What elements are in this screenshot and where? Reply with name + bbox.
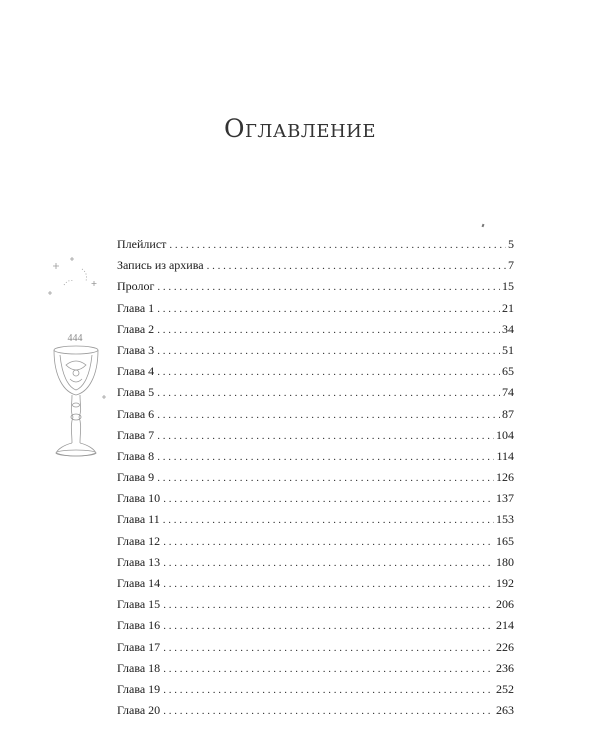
toc-entry-label: Глава 6: [117, 406, 155, 421]
toc-dot-leader: [157, 405, 500, 426]
toc-entry[interactable]: [117, 340, 514, 361]
toc-entry-label: Глава 16: [117, 618, 161, 633]
toc-dot-leader: [157, 426, 494, 447]
toc-entry[interactable]: [117, 234, 514, 255]
toc-page-number: 21: [502, 300, 514, 315]
toc-page-number: 87: [502, 406, 514, 421]
toc-dot-leader: [163, 489, 494, 510]
toc-entry[interactable]: [117, 361, 514, 382]
toc-entry-label: Глава 14: [117, 576, 161, 590]
toc-entry[interactable]: [117, 615, 514, 636]
toc-entry-label: Глава 12: [117, 533, 161, 548]
goblet-engraving: 444: [67, 333, 83, 344]
toc-page-number: 165: [496, 533, 514, 548]
toc-page-number: 137: [496, 491, 514, 506]
toc-dot-leader: [163, 659, 494, 680]
toc-entry-label: Глава 8: [117, 448, 155, 463]
toc-dot-leader: [157, 468, 494, 489]
toc-dot-leader: [163, 574, 494, 595]
toc-entry-label: Глава 20: [117, 703, 161, 718]
toc-entry-label: Глава 5: [117, 385, 155, 400]
toc-page-number: 34: [502, 321, 514, 336]
toc-entry[interactable]: [117, 319, 514, 340]
toc-page-number: 226: [496, 639, 514, 654]
toc-page-number: 65: [502, 364, 514, 379]
toc-dot-leader: [163, 638, 494, 659]
toc-entry[interactable]: [117, 446, 514, 467]
toc-dot-leader: [163, 680, 494, 701]
toc-entry-label: Глава 19: [117, 681, 161, 696]
toc-entry[interactable]: [117, 700, 514, 721]
toc-page-number: 51: [502, 342, 514, 357]
toc-page-number: 153: [496, 512, 514, 527]
toc-entry[interactable]: [117, 594, 514, 615]
toc-entry[interactable]: [117, 488, 514, 509]
toc-entry[interactable]: [117, 552, 514, 573]
toc-page-number: 5: [508, 237, 514, 251]
toc-entry-label: Глава 13: [117, 554, 161, 569]
toc-page-number: 214: [496, 618, 514, 633]
toc-dot-leader: [157, 447, 494, 468]
toc-dot-leader: [163, 595, 494, 616]
ink-speck: [482, 224, 485, 228]
toc-entry-label: Глава 7: [117, 427, 155, 442]
toc-page-number: 206: [496, 597, 514, 612]
toc-page-number: 114: [496, 448, 514, 463]
toc-entry[interactable]: [117, 658, 514, 679]
toc-page-number: 74: [502, 385, 514, 400]
toc-entry[interactable]: [117, 531, 514, 552]
toc-dot-leader: [163, 553, 494, 574]
toc-entry-label: Глава 17: [117, 639, 161, 654]
toc-dot-leader: [163, 510, 494, 531]
toc-entry[interactable]: [117, 382, 514, 403]
toc-entry[interactable]: [117, 509, 514, 530]
toc-dot-leader: [157, 299, 500, 320]
toc-page-number: 104: [496, 427, 514, 442]
toc-dot-leader: [157, 383, 500, 404]
toc-dot-leader: [207, 256, 506, 277]
toc-entry-label: Глава 15: [117, 597, 161, 612]
toc-dot-leader: [157, 362, 500, 383]
toc-entry[interactable]: [117, 276, 514, 297]
toc-entry-label: Запись из архива: [117, 258, 204, 273]
toc-entry-label: Глава 3: [117, 342, 155, 357]
toc-dot-leader: [163, 701, 494, 722]
toc-dot-leader: [169, 235, 506, 256]
toc-entry[interactable]: [117, 679, 514, 700]
toc-page-number: 180: [496, 554, 514, 569]
toc-page-number: 263: [496, 703, 514, 718]
toc-dot-leader: [157, 320, 500, 341]
toc-dot-leader: [157, 277, 500, 298]
toc-entry-label: Глава 1: [117, 300, 155, 315]
toc-entry[interactable]: [117, 467, 514, 488]
toc-page-number: 15: [502, 279, 514, 294]
page-title: Оглавление: [224, 113, 376, 143]
toc-entry[interactable]: [117, 637, 514, 658]
toc-entry-label: Пролог: [117, 279, 155, 294]
toc-entry-label: Глава 10: [117, 491, 161, 506]
toc-entry[interactable]: [117, 573, 514, 594]
toc-entry-label: Плейлист: [117, 237, 167, 251]
toc-entry-label: Глава 11: [117, 512, 160, 527]
toc-page-number: 126: [496, 470, 514, 485]
table-of-contents: [117, 234, 514, 721]
toc-entry-label: Глава 18: [117, 660, 161, 675]
goblet-icon: [42, 255, 112, 470]
toc-page-number: 252: [496, 681, 514, 696]
toc-page-number: 236: [496, 660, 514, 675]
toc-entry[interactable]: [117, 255, 514, 276]
toc-entry-label: Глава 2: [117, 321, 155, 336]
toc-entry[interactable]: [117, 298, 514, 319]
toc-dot-leader: [163, 616, 494, 637]
toc-dot-leader: [157, 341, 500, 362]
toc-entry[interactable]: [117, 425, 514, 446]
toc-entry[interactable]: [117, 404, 514, 425]
toc-dot-leader: [163, 532, 494, 553]
toc-entry-label: Глава 4: [117, 364, 155, 379]
toc-page-number: 7: [508, 258, 514, 273]
toc-entry-label: Глава 9: [117, 470, 155, 485]
toc-page-number: 192: [496, 576, 514, 590]
